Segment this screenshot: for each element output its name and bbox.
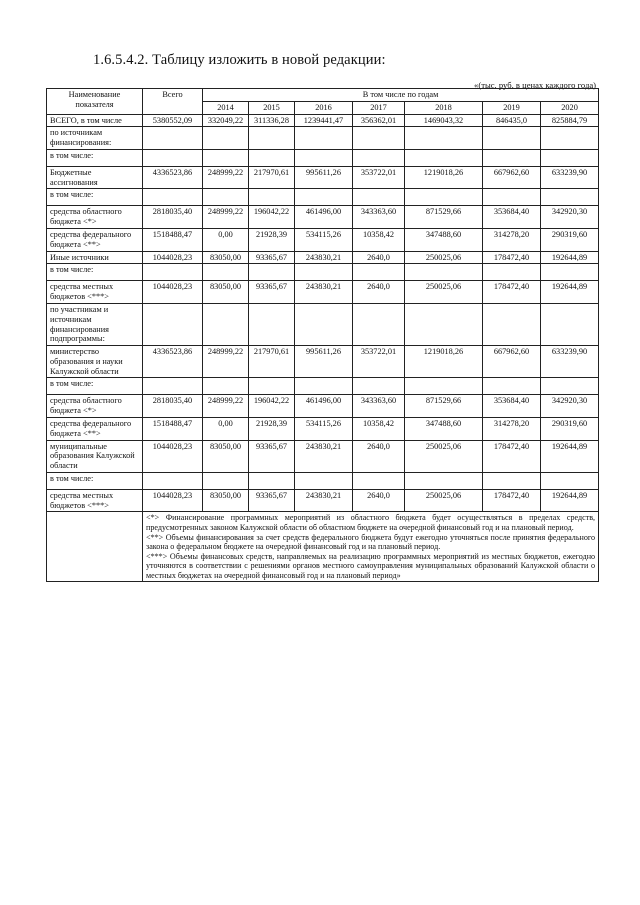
cell-total: [143, 472, 203, 489]
cell-year-value: [405, 127, 483, 150]
cell-year-value: [249, 149, 295, 166]
cell-year-value: [203, 189, 249, 206]
cell-total: [143, 189, 203, 206]
header-year: 2016: [295, 101, 353, 114]
cell-year-value: 332049,22: [203, 114, 249, 127]
cell-year-value: 196042,22: [249, 206, 295, 229]
cell-total: 2818035,40: [143, 395, 203, 418]
units-note: «(тыс. руб. в ценах каждого года): [474, 80, 596, 90]
table-row: [47, 417, 599, 440]
footnote: <**> Объемы финансирования за счет средств федерального бюджета будут ежегодно уточняться после принятия федерального закона о федеральном бюджете на очередной финансовый год и на плановый период.: [146, 532, 596, 552]
cell-year-value: 243830,21: [295, 440, 353, 472]
cell-total: 1518488,47: [143, 229, 203, 252]
cell-year-value: [405, 303, 483, 345]
table-row: [47, 206, 599, 229]
cell-year-value: 192644,89: [541, 281, 599, 304]
cell-year-value: 461496,00: [295, 395, 353, 418]
row-label: средства федерального бюджета <**>: [47, 417, 143, 440]
cell-year-value: 314278,20: [483, 417, 541, 440]
cell-year-value: 1469043,32: [405, 114, 483, 127]
cell-year-value: [353, 149, 405, 166]
table-row: [47, 378, 599, 395]
header-years-group: В том числе по годам: [203, 89, 599, 102]
cell-year-value: [353, 264, 405, 281]
cell-year-value: 178472,40: [483, 251, 541, 264]
table-row: [47, 189, 599, 206]
notes-spacer: [47, 512, 143, 582]
cell-year-value: 248999,22: [203, 206, 249, 229]
row-label: в том числе:: [47, 149, 143, 166]
finance-table: [46, 88, 599, 582]
row-label: средства областного бюджета <*>: [47, 206, 143, 229]
row-label: в том числе:: [47, 378, 143, 395]
header-year: 2015: [249, 101, 295, 114]
cell-year-value: 633239,90: [541, 166, 599, 189]
cell-year-value: 314278,20: [483, 229, 541, 252]
cell-total: [143, 264, 203, 281]
cell-total: 1044028,23: [143, 281, 203, 304]
header-year: 2019: [483, 101, 541, 114]
cell-year-value: [405, 378, 483, 395]
cell-year-value: [295, 127, 353, 150]
cell-year-value: [541, 127, 599, 150]
cell-total: 2818035,40: [143, 206, 203, 229]
cell-year-value: 290319,60: [541, 229, 599, 252]
cell-year-value: 93365,67: [249, 251, 295, 264]
cell-year-value: [483, 264, 541, 281]
cell-year-value: 243830,21: [295, 281, 353, 304]
cell-year-value: [249, 264, 295, 281]
row-label: ВСЕГО, в том числе: [47, 114, 143, 127]
table-row: [47, 472, 599, 489]
cell-year-value: 196042,22: [249, 395, 295, 418]
cell-year-value: 248999,22: [203, 346, 249, 378]
cell-year-value: 846435,0: [483, 114, 541, 127]
cell-year-value: 21928,39: [249, 229, 295, 252]
cell-year-value: 83050,00: [203, 251, 249, 264]
cell-year-value: [295, 303, 353, 345]
cell-year-value: 178472,40: [483, 281, 541, 304]
footnotes: [143, 512, 599, 582]
cell-total: 1044028,23: [143, 440, 203, 472]
table-row: [47, 346, 599, 378]
cell-total: 4336523,86: [143, 166, 203, 189]
cell-year-value: [249, 378, 295, 395]
cell-year-value: 311336,28: [249, 114, 295, 127]
cell-year-value: 347488,60: [405, 417, 483, 440]
header-total: Всего: [143, 89, 203, 115]
cell-year-value: 995611,26: [295, 346, 353, 378]
cell-total: 1044028,23: [143, 251, 203, 264]
cell-year-value: 10358,42: [353, 417, 405, 440]
cell-year-value: 353684,40: [483, 395, 541, 418]
cell-year-value: [295, 378, 353, 395]
cell-year-value: 248999,22: [203, 166, 249, 189]
cell-year-value: [249, 303, 295, 345]
cell-year-value: 353722,01: [353, 346, 405, 378]
cell-year-value: 343363,60: [353, 395, 405, 418]
cell-year-value: 93365,67: [249, 489, 295, 512]
cell-year-value: 83050,00: [203, 281, 249, 304]
cell-year-value: 353722,01: [353, 166, 405, 189]
cell-year-value: [541, 189, 599, 206]
cell-year-value: 461496,00: [295, 206, 353, 229]
cell-total: 5380552,09: [143, 114, 203, 127]
cell-year-value: 1219018,26: [405, 166, 483, 189]
cell-year-value: 2640,0: [353, 281, 405, 304]
cell-year-value: 1239441,47: [295, 114, 353, 127]
cell-year-value: [405, 189, 483, 206]
cell-year-value: 83050,00: [203, 489, 249, 512]
row-label: средства местных бюджетов <***>: [47, 281, 143, 304]
footnote: <***> Объемы финансовых средств, направляемых на реализацию программных мероприятий из местных бюджетов, ежегодно уточняются в соответствии с решениями органов местного самоуправления муниципальных образований Калужской области о местных бюджетах на очередной финансовый год и на плановый период»: [146, 551, 596, 580]
cell-year-value: 667962,60: [483, 166, 541, 189]
cell-year-value: [203, 264, 249, 281]
cell-year-value: [541, 378, 599, 395]
cell-year-value: 217970,61: [249, 166, 295, 189]
cell-year-value: [541, 472, 599, 489]
cell-year-value: 2640,0: [353, 440, 405, 472]
header-year: 2020: [541, 101, 599, 114]
footnote: <*> Финансирование программных мероприятий из областного бюджета будет осуществляться в пределах средств, предусмотренных законом Калужской области об областном бюджете на очередной финансовый год и на плановый период.: [146, 513, 596, 532]
cell-total: 4336523,86: [143, 346, 203, 378]
cell-year-value: [541, 303, 599, 345]
row-label: министерство образования и науки Калужской области: [47, 346, 143, 378]
row-label: средства местных бюджетов <***>: [47, 489, 143, 512]
cell-year-value: 871529,66: [405, 206, 483, 229]
table-row: [47, 114, 599, 127]
cell-year-value: 93365,67: [249, 281, 295, 304]
cell-year-value: 21928,39: [249, 417, 295, 440]
cell-year-value: 534115,26: [295, 417, 353, 440]
cell-year-value: 192644,89: [541, 489, 599, 512]
cell-year-value: 825884,79: [541, 114, 599, 127]
cell-year-value: [353, 303, 405, 345]
cell-year-value: 243830,21: [295, 251, 353, 264]
cell-year-value: [483, 378, 541, 395]
cell-year-value: [295, 472, 353, 489]
row-label: муниципальные образования Калужской области: [47, 440, 143, 472]
cell-year-value: 356362,01: [353, 114, 405, 127]
header-year: 2014: [203, 101, 249, 114]
table-row: [47, 149, 599, 166]
cell-year-value: [353, 127, 405, 150]
cell-year-value: [203, 472, 249, 489]
cell-year-value: [249, 472, 295, 489]
cell-year-value: 353684,40: [483, 206, 541, 229]
table-row: [47, 281, 599, 304]
cell-year-value: 995611,26: [295, 166, 353, 189]
table-row: [47, 440, 599, 472]
cell-year-value: [295, 264, 353, 281]
cell-year-value: [249, 189, 295, 206]
cell-total: 1044028,23: [143, 489, 203, 512]
cell-year-value: 250025,06: [405, 251, 483, 264]
cell-year-value: [405, 472, 483, 489]
cell-year-value: 192644,89: [541, 440, 599, 472]
cell-year-value: [203, 127, 249, 150]
table-row: [47, 127, 599, 150]
cell-year-value: 342920,30: [541, 206, 599, 229]
cell-year-value: 0,00: [203, 229, 249, 252]
cell-year-value: 2640,0: [353, 489, 405, 512]
table-row: [47, 166, 599, 189]
header-name: Наименование показателя: [47, 89, 143, 115]
cell-year-value: 93365,67: [249, 440, 295, 472]
table-row: [47, 264, 599, 281]
cell-year-value: [541, 264, 599, 281]
cell-year-value: 871529,66: [405, 395, 483, 418]
cell-year-value: [249, 127, 295, 150]
cell-year-value: 192644,89: [541, 251, 599, 264]
cell-year-value: [483, 303, 541, 345]
row-label: средства областного бюджета <*>: [47, 395, 143, 418]
cell-year-value: [203, 149, 249, 166]
row-label: средства федерального бюджета <**>: [47, 229, 143, 252]
cell-year-value: 83050,00: [203, 440, 249, 472]
cell-year-value: [353, 472, 405, 489]
cell-year-value: 10358,42: [353, 229, 405, 252]
cell-year-value: [295, 189, 353, 206]
cell-year-value: 343363,60: [353, 206, 405, 229]
row-label: по источникам финансирования:: [47, 127, 143, 150]
cell-year-value: 347488,60: [405, 229, 483, 252]
cell-year-value: [295, 149, 353, 166]
table-row: [47, 229, 599, 252]
row-label: в том числе:: [47, 264, 143, 281]
cell-year-value: 178472,40: [483, 440, 541, 472]
cell-year-value: [483, 472, 541, 489]
cell-year-value: [353, 189, 405, 206]
cell-year-value: [405, 264, 483, 281]
cell-year-value: [483, 189, 541, 206]
cell-year-value: 534115,26: [295, 229, 353, 252]
cell-year-value: 342920,30: [541, 395, 599, 418]
cell-year-value: [483, 127, 541, 150]
cell-year-value: [483, 149, 541, 166]
cell-year-value: 243830,21: [295, 489, 353, 512]
cell-year-value: 1219018,26: [405, 346, 483, 378]
cell-year-value: [541, 149, 599, 166]
table-row: [47, 303, 599, 345]
cell-total: [143, 149, 203, 166]
row-label: Бюджетные ассигнования: [47, 166, 143, 189]
table-row: [47, 395, 599, 418]
header-year: 2018: [405, 101, 483, 114]
cell-year-value: 2640,0: [353, 251, 405, 264]
row-label: Иные источники: [47, 251, 143, 264]
cell-year-value: 633239,90: [541, 346, 599, 378]
cell-year-value: 250025,06: [405, 440, 483, 472]
page-heading: 1.6.5.4.2. Таблицу изложить в новой редакции:: [93, 52, 386, 68]
table-row: [47, 489, 599, 512]
row-label: в том числе:: [47, 189, 143, 206]
cell-year-value: 248999,22: [203, 395, 249, 418]
cell-year-value: [203, 303, 249, 345]
cell-year-value: 290319,60: [541, 417, 599, 440]
cell-total: [143, 127, 203, 150]
cell-year-value: 250025,06: [405, 281, 483, 304]
cell-year-value: 667962,60: [483, 346, 541, 378]
cell-year-value: [353, 378, 405, 395]
table-row: [47, 251, 599, 264]
cell-year-value: 178472,40: [483, 489, 541, 512]
cell-total: 1518488,47: [143, 417, 203, 440]
cell-year-value: 217970,61: [249, 346, 295, 378]
cell-year-value: 0,00: [203, 417, 249, 440]
cell-total: [143, 303, 203, 345]
row-label: в том числе:: [47, 472, 143, 489]
cell-year-value: [405, 149, 483, 166]
header-year: 2017: [353, 101, 405, 114]
cell-year-value: [203, 378, 249, 395]
cell-total: [143, 378, 203, 395]
row-label: по участникам и источникам финансирования подпрограммы:: [47, 303, 143, 345]
cell-year-value: 250025,06: [405, 489, 483, 512]
